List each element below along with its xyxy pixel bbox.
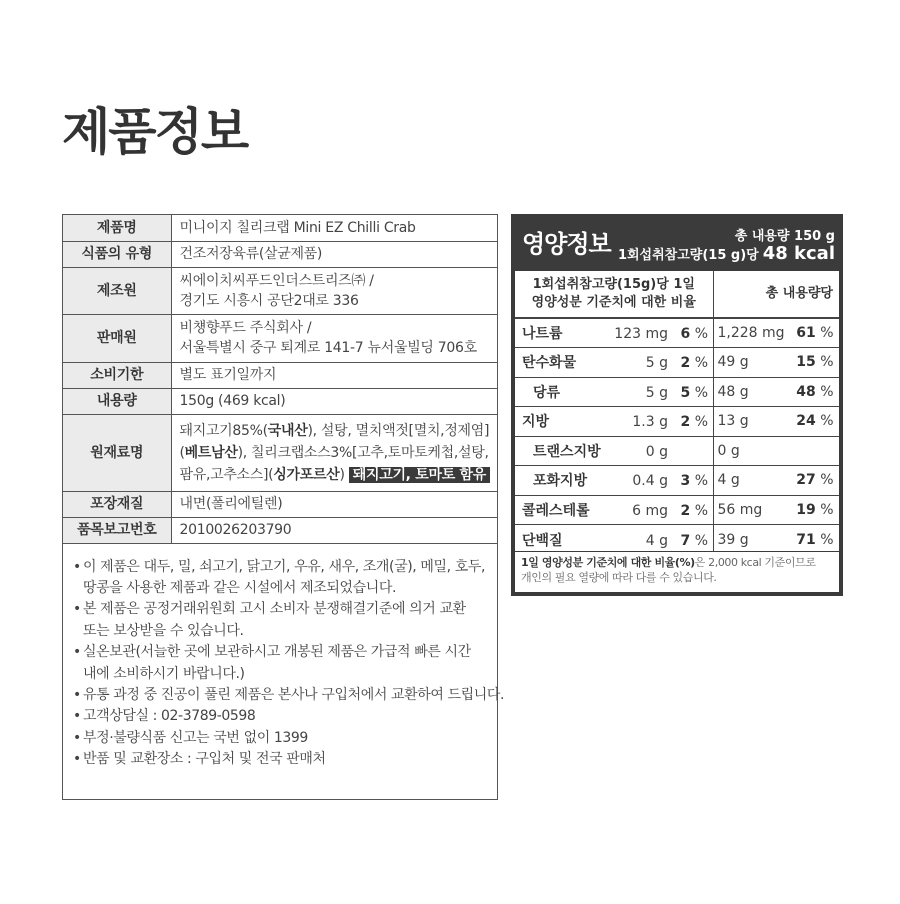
nutrition-row [515, 407, 839, 437]
ingredient-line: (베트남산), 칠리크랩소스3%[고추,토마토케첩,설탕, [179, 444, 489, 461]
info-label: 품목보고번호 [63, 517, 171, 543]
note-item: • 유통 과정 중 진공이 풀린 제품은 본사나 구입처에서 교환하여 드립니다. [73, 686, 505, 703]
serving-percent: 3 % [680, 473, 708, 490]
nutrition-panel [511, 214, 843, 596]
serving-percent: 2 % [680, 355, 708, 372]
value-line: 서울특별시 중구 퇴계로 141-7 뉴서울빌딩 706호 [179, 340, 477, 356]
nutrition-header [511, 214, 843, 271]
nutrition-footnote: 1일 영양성분 기준치에 대한 비율(%)은 2,000 kcal 기준이므로 개인의 필요 열량에 따라 다를 수 있습니다. [515, 552, 839, 592]
info-value: 2010026203790 [171, 517, 497, 543]
ingredient-line: 돼지고기85%(국내산), 설탕, 멸치액젓[멸치,정제염] [179, 422, 490, 439]
serving-value: 1.3 g [632, 414, 668, 431]
total-percent: 71 % [796, 531, 834, 548]
total-value: 1,228 mg [717, 325, 785, 341]
note-item: • 부정·불량식품 신고는 국번 없이 1399 [73, 729, 308, 746]
serving-cell [515, 466, 713, 496]
info-row-product-name [63, 215, 497, 241]
total-cell [713, 495, 839, 525]
note-item: • 본 제품은 공정거래위원회 고시 소비자 분쟁해결기준에 의거 교환 또는 보상받을 수 있습니다. [73, 601, 466, 639]
nutrient-name: 포화지방 [533, 473, 588, 490]
total-value: 49 g [717, 354, 749, 371]
total-cell [713, 318, 839, 348]
serving-percent: 5 % [680, 384, 708, 401]
serving-column-header: 1회섭취참고량(15g)당 1일 영양성분 기준치에 대한 비율 [515, 271, 713, 318]
total-percent: 24 % [796, 413, 834, 430]
total-value: 48 g [717, 383, 749, 400]
nutrient-name: 탄수화물 [522, 355, 577, 372]
serving-value: 4 g [645, 532, 668, 549]
nutrition-row [515, 466, 839, 496]
value-line: 씨에이치씨푸드인더스트리즈㈜ / [179, 272, 374, 289]
note-item: • 고객상담실 : 02-3789-0598 [73, 708, 256, 725]
total-cell [713, 436, 839, 466]
nutrient-name: 지방 [522, 414, 550, 431]
serving-value: 5 g [645, 355, 668, 372]
note-item: • 실온보관(서늘한 곳에 보관하시고 개봉된 제품은 가급적 빠른 시간 내에 소비하시기 바랍니다.) [73, 644, 471, 682]
info-row-packaging [63, 491, 497, 517]
nutrition-title: 영양정보 [522, 230, 611, 258]
info-label: 식품의 유형 [63, 241, 171, 267]
nutrient-name: 단백질 [522, 532, 563, 549]
product-info-table [62, 214, 505, 800]
info-value [171, 267, 497, 314]
total-cell [713, 377, 839, 407]
total-cell [713, 466, 839, 496]
nutrient-name: 트랜스지방 [533, 443, 601, 460]
info-value: 내면(폴리에틸렌) [171, 491, 497, 517]
total-value: 13 g [717, 413, 749, 430]
ingredient-line: 팜유,고추소스](싱가포르산) 돼지고기, 토마토 함유 [180, 464, 498, 486]
total-value: 0 g [717, 442, 740, 459]
serving-value: 6 mg [632, 502, 668, 519]
info-value: 건조저장육류(살균제품) [171, 241, 497, 267]
total-column-header: 총 내용량당 [713, 271, 839, 318]
info-row-ingredients [63, 414, 497, 491]
nutrient-name: 당류 [533, 384, 561, 401]
serving-cell [515, 318, 713, 348]
serving-percent: 2 % [680, 502, 708, 519]
info-label: 원재료명 [63, 414, 171, 491]
serving-cell [515, 377, 713, 407]
nutrition-row [515, 318, 839, 348]
serving-cell [515, 525, 713, 555]
info-row-seller [63, 314, 497, 362]
total-value: 56 mg [717, 501, 763, 518]
total-percent: 27 % [796, 472, 834, 489]
nutrition-row [515, 436, 839, 466]
serving-percent: 6 % [680, 326, 708, 342]
info-row-report-number [63, 517, 497, 543]
nutrition-row [515, 348, 839, 378]
total-percent: 19 % [796, 501, 834, 518]
notes-list [63, 544, 505, 771]
info-row-expiry [63, 362, 497, 388]
nutrition-table [515, 271, 839, 551]
total-percent: 15 % [796, 354, 834, 371]
info-row-manufacturer [63, 267, 497, 314]
total-value: 39 g [717, 531, 749, 548]
info-label: 제조원 [63, 267, 171, 314]
page-title: 제품정보 [62, 103, 248, 161]
info-label: 판매원 [63, 314, 171, 362]
serving-kcal: 48 kcal [762, 243, 835, 264]
total-percent: 48 % [796, 383, 834, 400]
serving-value: 0 g [645, 443, 668, 460]
nutrition-row [515, 377, 839, 407]
note-item: • 이 제품은 대두, 밀, 쇠고기, 닭고기, 우유, 새우, 조개(굴), 메밀, 호두, 땅콩을 사용한 제품과 같은 시설에서 제조되었습니다. [73, 558, 486, 596]
serving-value: 123 mg [614, 326, 668, 342]
allergen-badge: 돼지고기, 토마토 함유 [349, 467, 490, 483]
info-value: 150g (469 kcal) [171, 388, 497, 414]
nutrient-name: 콜레스테롤 [522, 502, 590, 519]
info-row-volume [63, 388, 497, 414]
nutrition-row [515, 495, 839, 525]
total-amount: 총 내용량 150 g [734, 229, 835, 244]
info-label: 포장재질 [63, 491, 171, 517]
info-value: 미니이지 칠리크랩 Mini EZ Chilli Crab [171, 215, 497, 241]
total-cell [713, 407, 839, 437]
total-percent: 61 % [796, 325, 834, 341]
serving-value: 5 g [645, 384, 668, 401]
info-label: 내용량 [63, 388, 171, 414]
note-item: • 반품 및 교환장소 : 구입처 및 전국 판매처 [73, 751, 326, 768]
info-value [171, 414, 497, 491]
total-cell [713, 348, 839, 378]
serving-info: 1회섭취참고량(15 g)당 48 kcal [617, 243, 835, 264]
info-label: 제품명 [63, 215, 171, 241]
serving-value: 0.4 g [632, 473, 668, 490]
nutrition-row [515, 525, 839, 555]
serving-cell [515, 436, 713, 466]
total-value: 4 g [717, 472, 740, 489]
info-value: 별도 표기일까지 [171, 362, 497, 388]
info-label: 소비기한 [63, 362, 171, 388]
value-line: 경기도 시흥시 공단2대로 336 [179, 292, 359, 309]
info-row-food-type [63, 241, 497, 267]
serving-cell [515, 348, 713, 378]
info-value [171, 314, 497, 362]
serving-cell [515, 407, 713, 437]
total-cell [713, 525, 839, 555]
nutrition-header-row [515, 271, 839, 318]
serving-cell [515, 495, 713, 525]
serving-percent: 2 % [680, 414, 708, 431]
nutrient-name: 나트륨 [522, 326, 563, 342]
value-line: 비첑향푸드 주식회사 / [179, 320, 312, 336]
serving-percent: 7 % [680, 532, 708, 549]
